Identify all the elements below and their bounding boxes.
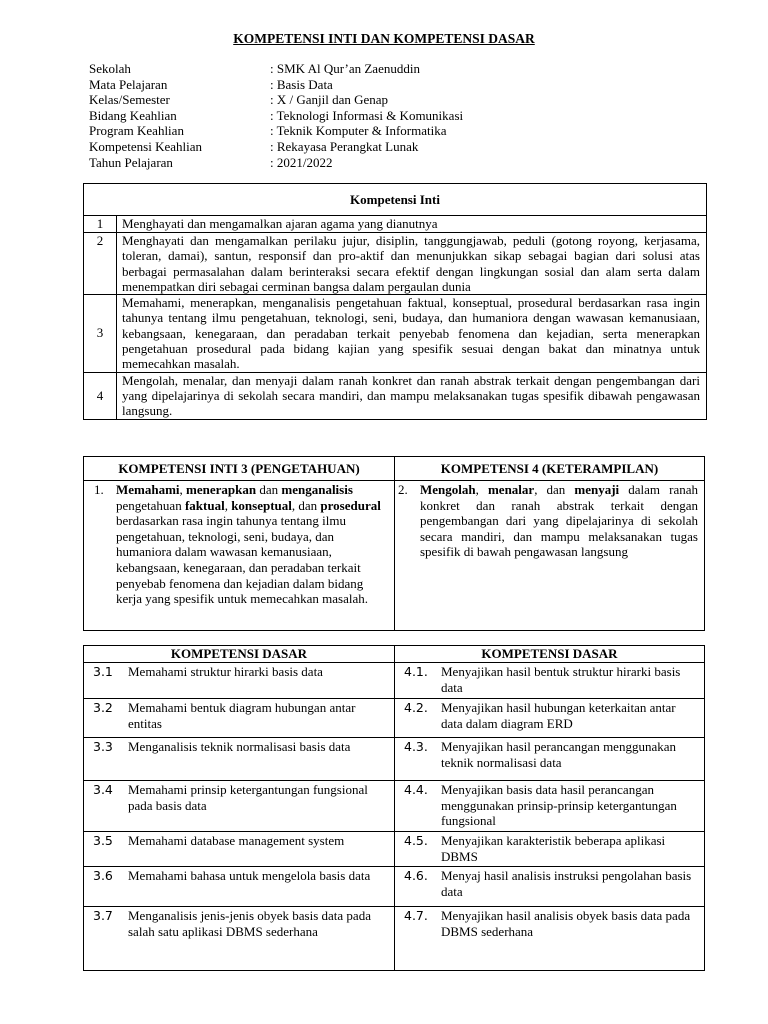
kd-number: 4.4. xyxy=(404,782,428,797)
kd-text: Menyajikan hasil bentuk struktur hirarki basis data xyxy=(441,664,681,695)
kd-text: Menganalisis jenis-jenis obyek basis data pada salah satu aplikasi DBMS sederhana xyxy=(128,908,371,939)
ki-text: Memahami, menerapkan, menganalisis pengetahuan faktual, konseptual, prosedural berdasarkan rasa ingin tahunya tentang ilmu pengetahuan, teknologi, seni, budaya, dan humaniora dengan wawasan kemanusiaan, kebangsaan, kenegaraan, dan peradaban terkait penyebab fenomena dan kejadian, serta menerapkan pengetahuan prosedural pada bidang kajian yang spesifik sesuai dengan bakat dan minatnya untuk memecahkan masalah. xyxy=(117,295,707,372)
kd-number: 4.3. xyxy=(404,739,428,754)
table-row xyxy=(84,372,707,419)
kd-text: Memahami database management system xyxy=(128,833,345,848)
info-row-bidang-keahlian xyxy=(89,108,463,124)
table-row xyxy=(84,907,705,971)
ki-comparison-table xyxy=(83,456,705,631)
kd-number: 3.2 xyxy=(93,700,113,715)
table-row xyxy=(84,663,705,699)
table-header: Kompetensi Inti xyxy=(84,184,707,216)
ki4-cell xyxy=(395,481,705,631)
ki4-header: KOMPETENSI 4 (KETERAMPILAN) xyxy=(395,457,705,481)
kd-number: 3.6 xyxy=(93,868,113,883)
kd-text: Menyajikan basis data hasil perancangan menggunakan prinsip-prinsip ketergantungan fungsional xyxy=(441,782,677,828)
ki3-text: Memahami, menerapkan dan menganalisis pengetahuan faktual, konseptual, dan prosedural berdasarkan rasa ingin tahunya tentang ilmu pengetahuan, teknologi, seni, budaya, dan humaniora dalam wawasan kemanusiaan, kebangsaan, kenegaraan, dan peradaban terkait penyebab fenomena dan kejadian dalam bidang kerja yang spesifik untuk memecahkan masalah. xyxy=(116,482,381,607)
ki3-header: KOMPETENSI INTI 3 (PENGETAHUAN) xyxy=(84,457,395,481)
kd-text: Menyajikan karakteristik beberapa aplikasi DBMS xyxy=(441,833,666,864)
kd-number: 4.2. xyxy=(404,700,428,715)
ki3-number: 1. xyxy=(94,482,104,497)
info-label: Sekolah xyxy=(89,61,131,76)
ki-text: Menghayati dan mengamalkan perilaku jujur, disiplin, tanggungjawab, peduli (gotong royong, kerjasama, toleran, damai), santun, responsif dan pro-aktif dan menunjukkan sikap sebagai bagian dari solusi atas berbagai permasalahan dalam berinteraksi secara efektif dengan lingkungan sosial dan alam serta dalam menempatkan diri sebagai cerminan bangsa dalam pergaulan dunia xyxy=(117,233,707,295)
info-value: : Basis Data xyxy=(270,76,333,92)
page-title: KOMPETENSI INTI DAN KOMPETENSI DASAR xyxy=(233,31,535,46)
kd-text: Menyaj hasil analisis instruksi pengolahan basis data xyxy=(441,868,692,899)
info-row-sekolah xyxy=(89,61,463,77)
kd-number: 4.6. xyxy=(404,868,428,883)
kd-number: 4.1. xyxy=(404,664,428,679)
kd-text: Menyajikan hasil perancangan menggunakan teknik normalisasi data xyxy=(441,739,676,770)
info-row-mata-pelajaran xyxy=(89,77,463,93)
kd-text: Memahami struktur hirarki basis data xyxy=(128,664,323,679)
info-label: Program Keahlian xyxy=(89,123,184,139)
kd-number: 4.7. xyxy=(404,908,428,923)
kd-text: Memahami prinsip ketergantungan fungsional pada basis data xyxy=(128,782,368,813)
kd-text: Memahami bahasa untuk mengelola basis data xyxy=(128,868,371,883)
info-label: Kompetensi Keahlian xyxy=(89,138,202,154)
info-label: Tahun Pelajaran xyxy=(89,154,173,170)
ki-number: 2 xyxy=(84,233,117,295)
identity-block xyxy=(89,61,463,170)
info-value: : Teknik Komputer & Informatika xyxy=(270,123,447,139)
kd-left-header: KOMPETENSI DASAR xyxy=(84,646,395,663)
kompetensi-inti-table xyxy=(83,183,707,420)
info-label: Mata Pelajaran xyxy=(89,76,168,92)
kompetensi-dasar-table xyxy=(83,645,705,971)
table-row xyxy=(84,216,707,233)
table-row xyxy=(84,832,705,867)
info-value: : SMK Al Qur’an Zaenuddin xyxy=(270,61,420,76)
kd-text: Memahami bentuk diagram hubungan antar entitas xyxy=(128,700,356,731)
info-value: : Teknologi Informasi & Komunikasi xyxy=(270,107,464,123)
kd-number: 3.3 xyxy=(93,739,113,754)
table-row xyxy=(84,233,707,295)
info-row-tahun-pelajaran xyxy=(89,155,463,171)
info-row-program-keahlian xyxy=(89,123,463,139)
table-row xyxy=(84,738,705,781)
info-row-kompetensi-keahlian xyxy=(89,139,463,155)
kd-text: Menyajikan hasil analisis obyek basis data pada DBMS sederhana xyxy=(441,908,691,939)
table-row xyxy=(84,781,705,832)
table-row xyxy=(84,699,705,738)
table-row xyxy=(84,295,707,372)
ki3-cell xyxy=(84,481,395,631)
info-value: : Rekayasa Perangkat Lunak xyxy=(270,138,419,154)
info-value: : X / Ganjil dan Genap xyxy=(270,92,389,108)
kd-text: Menyajikan hasil hubungan keterkaitan antar data dalam diagram ERD xyxy=(441,700,676,731)
ki-text: Menghayati dan mengamalkan ajaran agama yang dianutnya xyxy=(117,216,707,233)
info-label: Kelas/Semester xyxy=(89,92,170,108)
info-label: Bidang Keahlian xyxy=(89,107,177,123)
ki-number: 3 xyxy=(84,295,117,372)
ki4-number: 2. xyxy=(398,482,408,497)
kd-number: 3.7 xyxy=(93,908,113,923)
info-row-kelas-semester xyxy=(89,92,463,108)
ki-number: 1 xyxy=(84,216,117,233)
info-value: : 2021/2022 xyxy=(270,154,333,170)
ki-text: Mengolah, menalar, dan menyaji dalam ranah konkret dan ranah abstrak terkait dengan pengembangan dari yang dipelajarinya di sekolah secara mandiri, dan mampu melaksanakan tugas spesifik dibawah pengawasan langsung. xyxy=(117,372,707,419)
kd-number: 3.5 xyxy=(93,833,113,848)
kd-number: 4.5. xyxy=(404,833,428,848)
ki-number: 4 xyxy=(84,372,117,419)
table-row xyxy=(84,867,705,907)
kd-right-header: KOMPETENSI DASAR xyxy=(395,646,705,663)
kd-number: 3.4 xyxy=(93,782,113,797)
ki4-text: Mengolah, menalar, dan menyaji dalam ranah konkret dan ranah abstrak terkait dengan pengembangan dari yang dipelajarinya di sekolah secara mandiri, dan mampu melaksanakan tugas spesifik di bawah pengawasan langsung xyxy=(420,482,698,560)
kd-number: 3.1 xyxy=(93,664,113,679)
kd-text: Menganalisis teknik normalisasi basis data xyxy=(128,739,351,754)
